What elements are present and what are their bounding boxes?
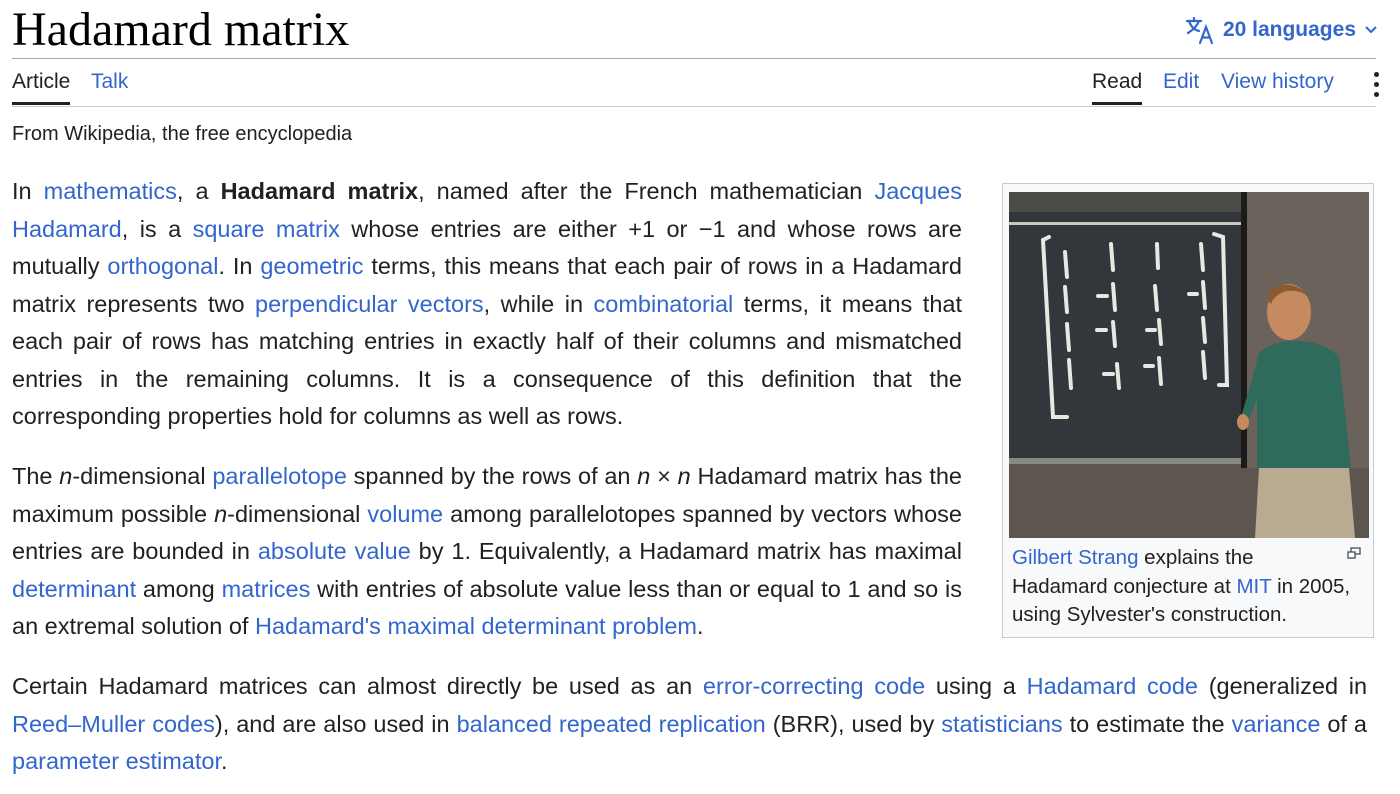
text: , while in <box>483 290 594 317</box>
text: in 2005, using Sylvester's construction. <box>1012 574 1351 626</box>
page-tabs <box>12 60 1376 107</box>
term-hadamard-matrix: Hadamard matrix <box>220 178 419 204</box>
text: In <box>12 178 44 204</box>
language-button[interactable] <box>1185 14 1378 46</box>
text: with entries of absolute value less than or equal to 1 and so is an extremal solution of <box>12 575 962 639</box>
link-parameter-estimator[interactable]: parameter estimator <box>12 748 221 774</box>
text: , named after the French mathematician <box>418 178 875 204</box>
text: whose entries are either +1 or −1 and whose rows are mutually <box>12 215 962 279</box>
tab-edit[interactable]: Edit <box>1163 70 1200 93</box>
link-volume[interactable]: volume <box>367 500 444 527</box>
link-mit[interactable]: MIT <box>1236 574 1272 598</box>
tab-read[interactable]: Read <box>1092 68 1142 105</box>
text: among parallelotopes spanned by vectors whose entries are bounded in <box>12 500 962 564</box>
link-statisticians[interactable]: statisticians <box>941 710 1063 737</box>
text: spanned by the rows of an <box>346 463 638 489</box>
link-determinant[interactable]: determinant <box>12 575 137 602</box>
chevron-down-icon <box>1364 25 1378 35</box>
text: among <box>136 575 222 602</box>
link-hadamard-code[interactable]: Hadamard code <box>1026 673 1198 699</box>
page-title: Hadamard matrix <box>12 3 350 56</box>
math-n: n <box>637 463 651 489</box>
site-tagline: From Wikipedia, the free encyclopedia <box>12 123 353 145</box>
text: (BRR), used by <box>765 710 942 737</box>
text: -dimensional <box>227 500 368 527</box>
link-orthogonal[interactable]: orthogonal <box>107 253 219 279</box>
lead-paragraph-2 <box>12 458 962 646</box>
link-mathematics[interactable]: mathematics <box>43 178 177 204</box>
link-reed-muller-codes[interactable]: Reed–Muller codes <box>12 710 215 737</box>
languages-label: 20 languages <box>1222 18 1356 41</box>
link-parallelotope[interactable]: parallelotope <box>212 463 347 489</box>
text: Hadamard matrix has the maximum possible <box>12 463 962 527</box>
link-variance[interactable]: variance <box>1231 710 1321 737</box>
more-vertical-icon[interactable] <box>1364 66 1388 100</box>
title-divider <box>12 58 1376 59</box>
link-error-correcting-code[interactable]: error-correcting code <box>702 673 926 699</box>
tab-view-history[interactable]: View history <box>1221 70 1334 93</box>
link-balanced-repeated-replication[interactable]: balanced repeated replication <box>456 710 766 737</box>
text: . <box>697 613 704 639</box>
math-n: n <box>677 463 691 489</box>
text: ), and are also used in <box>214 710 457 737</box>
text: terms, this means that each pair of rows in a Hadamard matrix represents two <box>12 253 962 317</box>
text: , is a <box>121 215 193 242</box>
text: The <box>12 463 60 489</box>
tab-article[interactable]: Article <box>12 68 70 105</box>
image-caption <box>1012 544 1354 630</box>
translate-icon <box>1185 15 1215 45</box>
math-n: n <box>214 500 228 527</box>
infobox <box>1002 183 1374 638</box>
text: explains the Hadamard conjecture at <box>1012 546 1254 598</box>
tab-talk[interactable]: Talk <box>91 70 129 93</box>
text: , a <box>176 178 221 204</box>
text: to estimate the <box>1062 710 1232 737</box>
link-perpendicular-vectors[interactable]: perpendicular vectors <box>255 290 484 317</box>
text: using a <box>925 673 1027 699</box>
text: Certain Hadamard matrices can almost directly be used as an <box>12 673 703 699</box>
lead-paragraph-1 <box>12 173 962 436</box>
link-geometric[interactable]: geometric <box>260 253 364 279</box>
text: of a <box>1320 710 1367 737</box>
text: (generalized in <box>1197 673 1368 699</box>
math-n: n <box>59 463 73 489</box>
link-matrices[interactable]: matrices <box>221 575 311 602</box>
link-absolute-value[interactable]: absolute value <box>257 538 411 564</box>
link-jacques-hadamard[interactable]: Jacques Hadamard <box>12 178 962 242</box>
text: . In <box>218 253 261 279</box>
link-square-matrix[interactable]: square matrix <box>192 215 340 242</box>
text: -dimensional <box>72 463 213 489</box>
text: . <box>220 748 228 774</box>
text: × <box>650 463 678 489</box>
lecture-image[interactable] <box>1009 192 1369 538</box>
link-gilbert-strang[interactable]: Gilbert Strang <box>1012 546 1139 569</box>
link-combinatorial[interactable]: combinatorial <box>593 290 734 317</box>
text: by 1. Equivalently, a Hadamard matrix has maximal <box>410 538 962 564</box>
text: terms, it means that each pair of rows has matching entries in exactly half of their columns and mismatched entries in the remaining columns. It is a consequence of this definition that the corresponding properties hold for columns as well as rows. <box>12 290 962 429</box>
lead-paragraph-3 <box>12 668 1367 781</box>
link-hadamards-maximal-determinant-problem[interactable]: Hadamard's maximal determinant problem <box>254 613 697 639</box>
